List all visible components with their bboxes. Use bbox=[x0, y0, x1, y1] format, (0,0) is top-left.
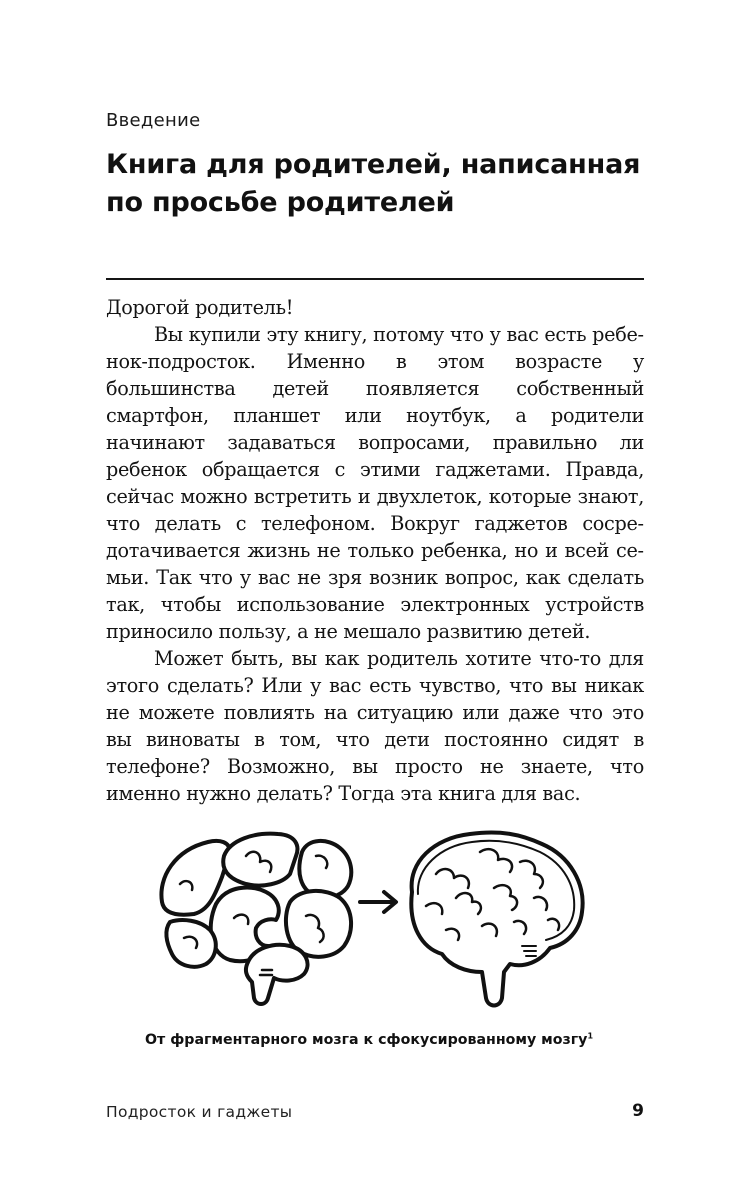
caption-text: От фрагментарного мозга к сфокусированному мозгу bbox=[144, 1032, 588, 1048]
footer-book-title: Подросток и гаджеты bbox=[106, 1103, 293, 1121]
section-label: Введение bbox=[106, 110, 201, 131]
arrow-right-icon bbox=[360, 892, 396, 912]
paragraph: Может быть, вы как родитель хотите что-то для этого сделать? Или у вас есть чувство, что вы никак не можете повлиять на ситуацию или даже что это вы виноваты в том, что дети постоянно сидят в телефоне? Возможно, вы просто не знаете, что именно нужно делать? Тогда эта книга для вас. bbox=[106, 647, 644, 805]
focused-brain-icon bbox=[411, 832, 582, 1005]
brain-illustration bbox=[150, 822, 610, 1012]
salutation: Дорогой родитель! bbox=[106, 296, 294, 319]
body-text bbox=[106, 294, 644, 807]
chapter-title: Книга для родителей, написанная по просьбе родителей bbox=[106, 149, 641, 218]
page-number: 9 bbox=[632, 1101, 644, 1121]
figure-caption bbox=[0, 1032, 738, 1048]
footnote-ref[interactable]: 1 bbox=[587, 1031, 594, 1041]
title-rule bbox=[106, 278, 644, 280]
fragmented-brain-icon bbox=[161, 834, 351, 1004]
paragraph: Вы купили эту книгу, потому что у вас есть ребенок-подросток. Именно в этом возрасте у большинства детей появляется собственный смартфон, планшет или ноутбук, а родители начинают задаваться вопросами, правильно ли ребенок обращается с этими гаджетами. Правда, сейчас можно встретить и двухлеток, которые знают, что делать с телефоном. Вокруг гаджетов сосредотачивается жизнь не только ребенка, но и всей семьи. Так что у вас не зря возник вопрос, как сделать так, чтобы использование электронных устройств приносило пользу, а не мешало развитию детей. bbox=[106, 323, 644, 643]
